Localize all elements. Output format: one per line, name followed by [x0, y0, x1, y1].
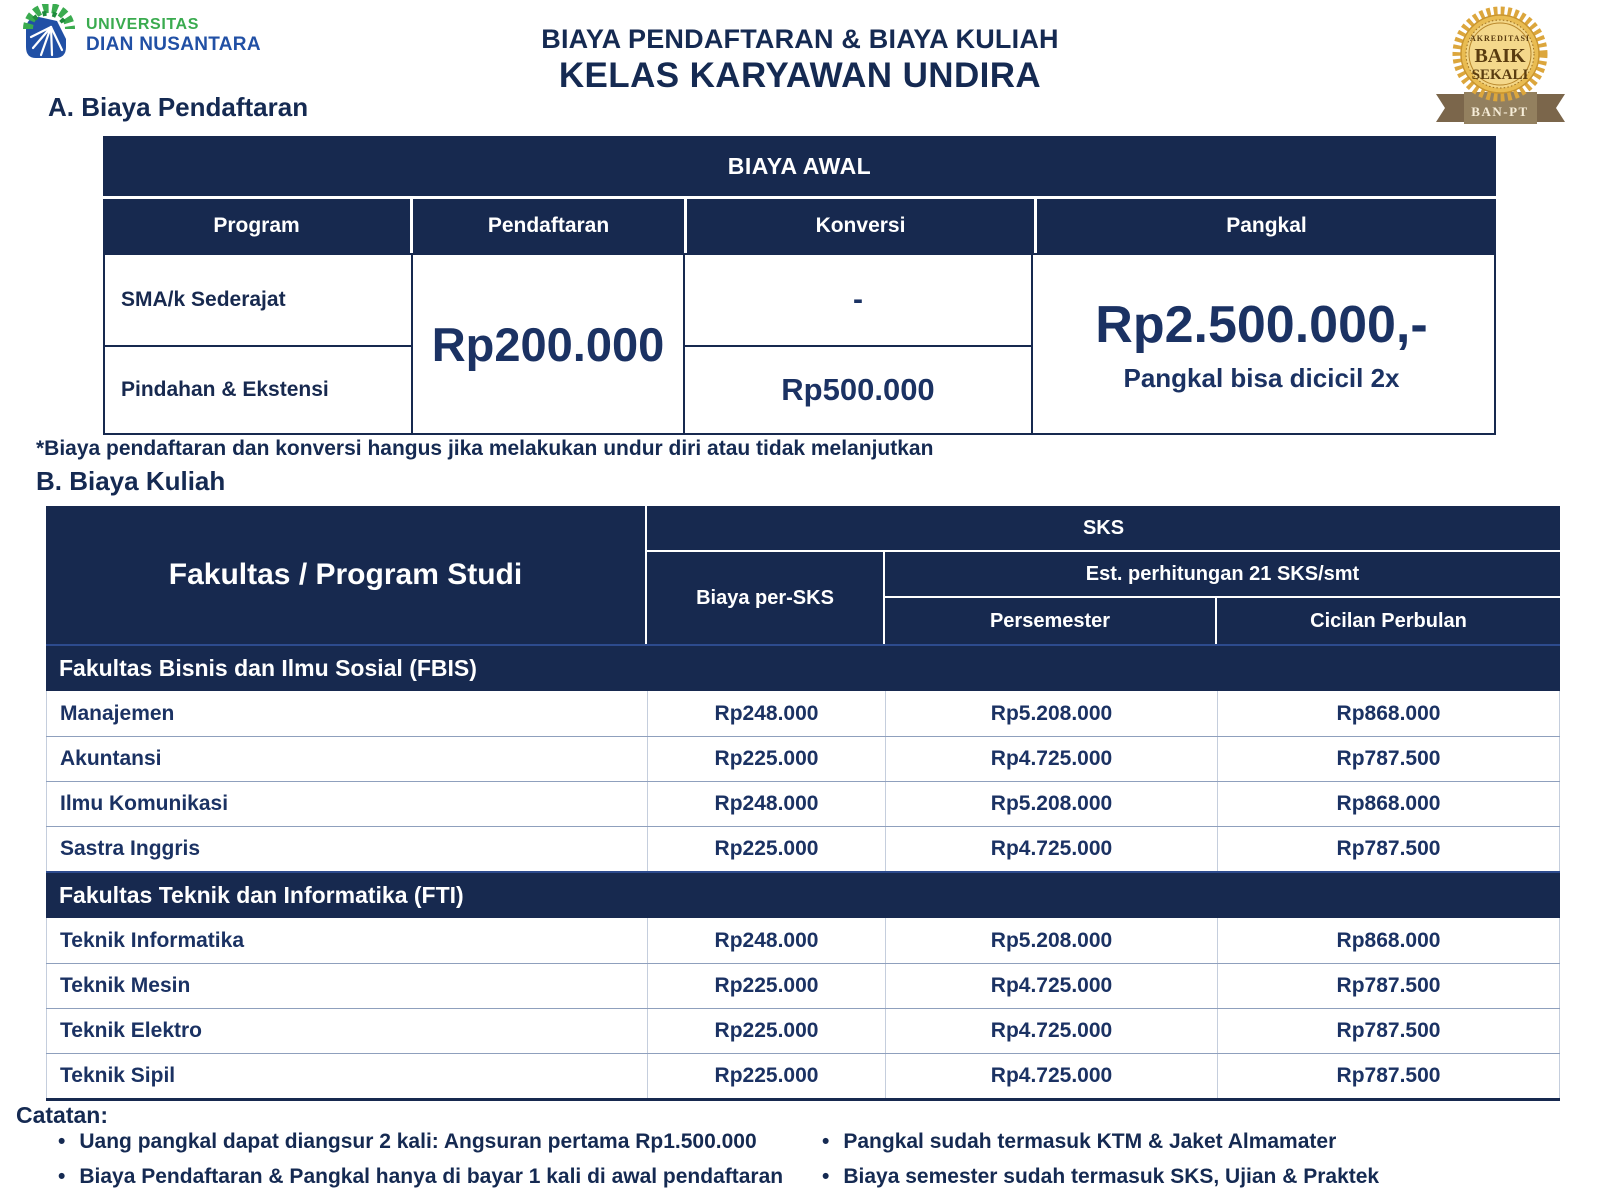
per-sks-value: Rp225.000	[647, 1054, 885, 1098]
biaya-awal-body	[103, 253, 1496, 435]
cicilan-value: Rp787.500	[1217, 1054, 1560, 1098]
persemester-value: Rp4.725.000	[885, 827, 1217, 871]
col-header-konversi: Konversi	[687, 199, 1037, 253]
per-sks-value: Rp248.000	[647, 782, 885, 826]
brand-line-dian-nusantara: DIAN NUSANTARA	[86, 34, 261, 56]
cicilan-value: Rp868.000	[1217, 918, 1560, 963]
col-header-sks-group: SKS	[647, 506, 1560, 552]
prodi-name: Akuntansi	[46, 737, 647, 781]
brand-line-universitas: UNIVERSITAS	[86, 16, 199, 33]
per-sks-value: Rp248.000	[647, 691, 885, 736]
biaya-awal-table	[103, 136, 1496, 435]
table-row	[46, 691, 1560, 736]
persemester-value: Rp5.208.000	[885, 691, 1217, 736]
bullet-icon: •	[58, 1130, 66, 1153]
table-row	[46, 826, 1560, 871]
badge-word2: SEKALI	[1471, 67, 1529, 83]
notes-right-column	[822, 1130, 1379, 1189]
per-sks-value: Rp225.000	[647, 964, 885, 1008]
list-item	[58, 1130, 783, 1154]
cicilan-value: Rp868.000	[1217, 691, 1560, 736]
pangkal-cell	[1033, 255, 1490, 433]
per-sks-value: Rp225.000	[647, 827, 885, 871]
page-title-line2: KELAS KARYAWAN UNDIRA	[558, 56, 1042, 95]
note-text: Uang pangkal dapat diangsur 2 kali: Angsuran pertama Rp1.500.000	[79, 1130, 757, 1153]
page-title-line1: BIAYA PENDAFTARAN & BIAYA KULIAH	[541, 24, 1059, 54]
biaya-awal-header-row	[103, 199, 1496, 253]
prodi-name: Teknik Mesin	[46, 964, 647, 1008]
bullet-icon: •	[822, 1165, 830, 1188]
col-header-biaya-per-sks: Biaya per-SKS	[647, 552, 885, 644]
table-row	[46, 963, 1560, 1008]
persemester-value: Rp5.208.000	[885, 782, 1217, 826]
per-sks-value: Rp225.000	[647, 737, 885, 781]
university-logo-icon	[16, 4, 80, 66]
persemester-value: Rp5.208.000	[885, 918, 1217, 963]
note-text: Biaya semester sudah termasuk SKS, Ujian & Praktek	[843, 1165, 1380, 1188]
prodi-name: Teknik Sipil	[46, 1054, 647, 1098]
pangkal-value: Rp2.500.000,-	[1095, 295, 1428, 354]
list-item	[822, 1130, 1379, 1154]
cicilan-value: Rp868.000	[1217, 782, 1560, 826]
table-row	[46, 918, 1560, 963]
col-header-pangkal: Pangkal	[1037, 199, 1496, 253]
program-sma-cell: SMA/k Sederajat	[105, 255, 413, 347]
note-text: Biaya Pendaftaran & Pangkal hanya di bayar 1 kali di awal pendaftaran	[79, 1165, 784, 1188]
badge-arc-text: AKREDITASI	[1469, 34, 1531, 43]
list-item	[58, 1165, 783, 1189]
col-header-pendaftaran: Pendaftaran	[413, 199, 687, 253]
col-header-estimasi: Est. perhitungan 21 SKS/smt	[885, 552, 1560, 598]
per-sks-value: Rp248.000	[647, 918, 885, 963]
col-header-cicilan: Cicilan Perbulan	[1310, 609, 1467, 632]
konversi-sma-value: -	[685, 255, 1033, 347]
persemester-value: Rp4.725.000	[885, 1054, 1217, 1098]
cicilan-value: Rp787.500	[1217, 1009, 1560, 1053]
faculty-band-fti: Fakultas Teknik dan Informatika (FTI)	[46, 871, 1560, 918]
faculty-band-fbis: Fakultas Bisnis dan Ilmu Sosial (FBIS)	[46, 644, 1560, 691]
persemester-value: Rp4.725.000	[885, 1009, 1217, 1053]
persemester-value: Rp4.725.000	[885, 737, 1217, 781]
konversi-pindahan-value: Rp500.000	[685, 347, 1033, 433]
prodi-name: Sastra Inggris	[46, 827, 647, 871]
cicilan-value: Rp787.500	[1217, 964, 1560, 1008]
badge-ribbon-text: BAN-PT	[1471, 104, 1529, 119]
list-item	[822, 1165, 1379, 1189]
bullet-icon: •	[822, 1130, 830, 1153]
prodi-name: Teknik Elektro	[46, 1009, 647, 1053]
persemester-value: Rp4.725.000	[885, 964, 1217, 1008]
section-a-heading: A. Biaya Pendaftaran	[48, 92, 309, 122]
bullet-icon: •	[58, 1165, 66, 1188]
badge-word1: BAIK	[1474, 45, 1526, 67]
page-title	[300, 24, 1300, 96]
table-row	[46, 1008, 1560, 1053]
note-text: Pangkal sudah termasuk KTM & Jaket Almamater	[843, 1130, 1337, 1153]
prodi-name: Manajemen	[46, 691, 647, 736]
section-b-heading: B. Biaya Kuliah	[36, 466, 226, 496]
notes-left-column	[58, 1130, 783, 1189]
table-row	[46, 736, 1560, 781]
col-header-fakultas: Fakultas / Program Studi	[46, 506, 647, 644]
program-pindahan-cell: Pindahan & Ekstensi	[105, 347, 413, 433]
biaya-awal-banner: BIAYA AWAL	[103, 136, 1496, 196]
pendaftaran-value: Rp200.000	[413, 255, 685, 433]
per-sks-value: Rp225.000	[647, 1009, 885, 1053]
notes-title: Catatan:	[16, 1102, 109, 1128]
cicilan-value: Rp787.500	[1217, 827, 1560, 871]
biaya-kuliah-table	[46, 506, 1560, 1101]
accreditation-badge-icon	[1418, 2, 1583, 128]
registration-footnote: *Biaya pendaftaran dan konversi hangus jika melakukan undur diri atau tidak melanjutkan	[36, 437, 934, 460]
table-row	[46, 1053, 1560, 1098]
table-row	[46, 781, 1560, 826]
pangkal-note: Pangkal bisa dicicil 2x	[1123, 362, 1400, 393]
cicilan-value: Rp787.500	[1217, 737, 1560, 781]
col-header-persemester: Persemester	[885, 598, 1217, 644]
university-name	[86, 16, 261, 56]
biaya-kuliah-header	[46, 506, 1560, 644]
col-header-program: Program	[103, 199, 413, 253]
prodi-name: Teknik Informatika	[46, 918, 647, 963]
prodi-name: Ilmu Komunikasi	[46, 782, 647, 826]
